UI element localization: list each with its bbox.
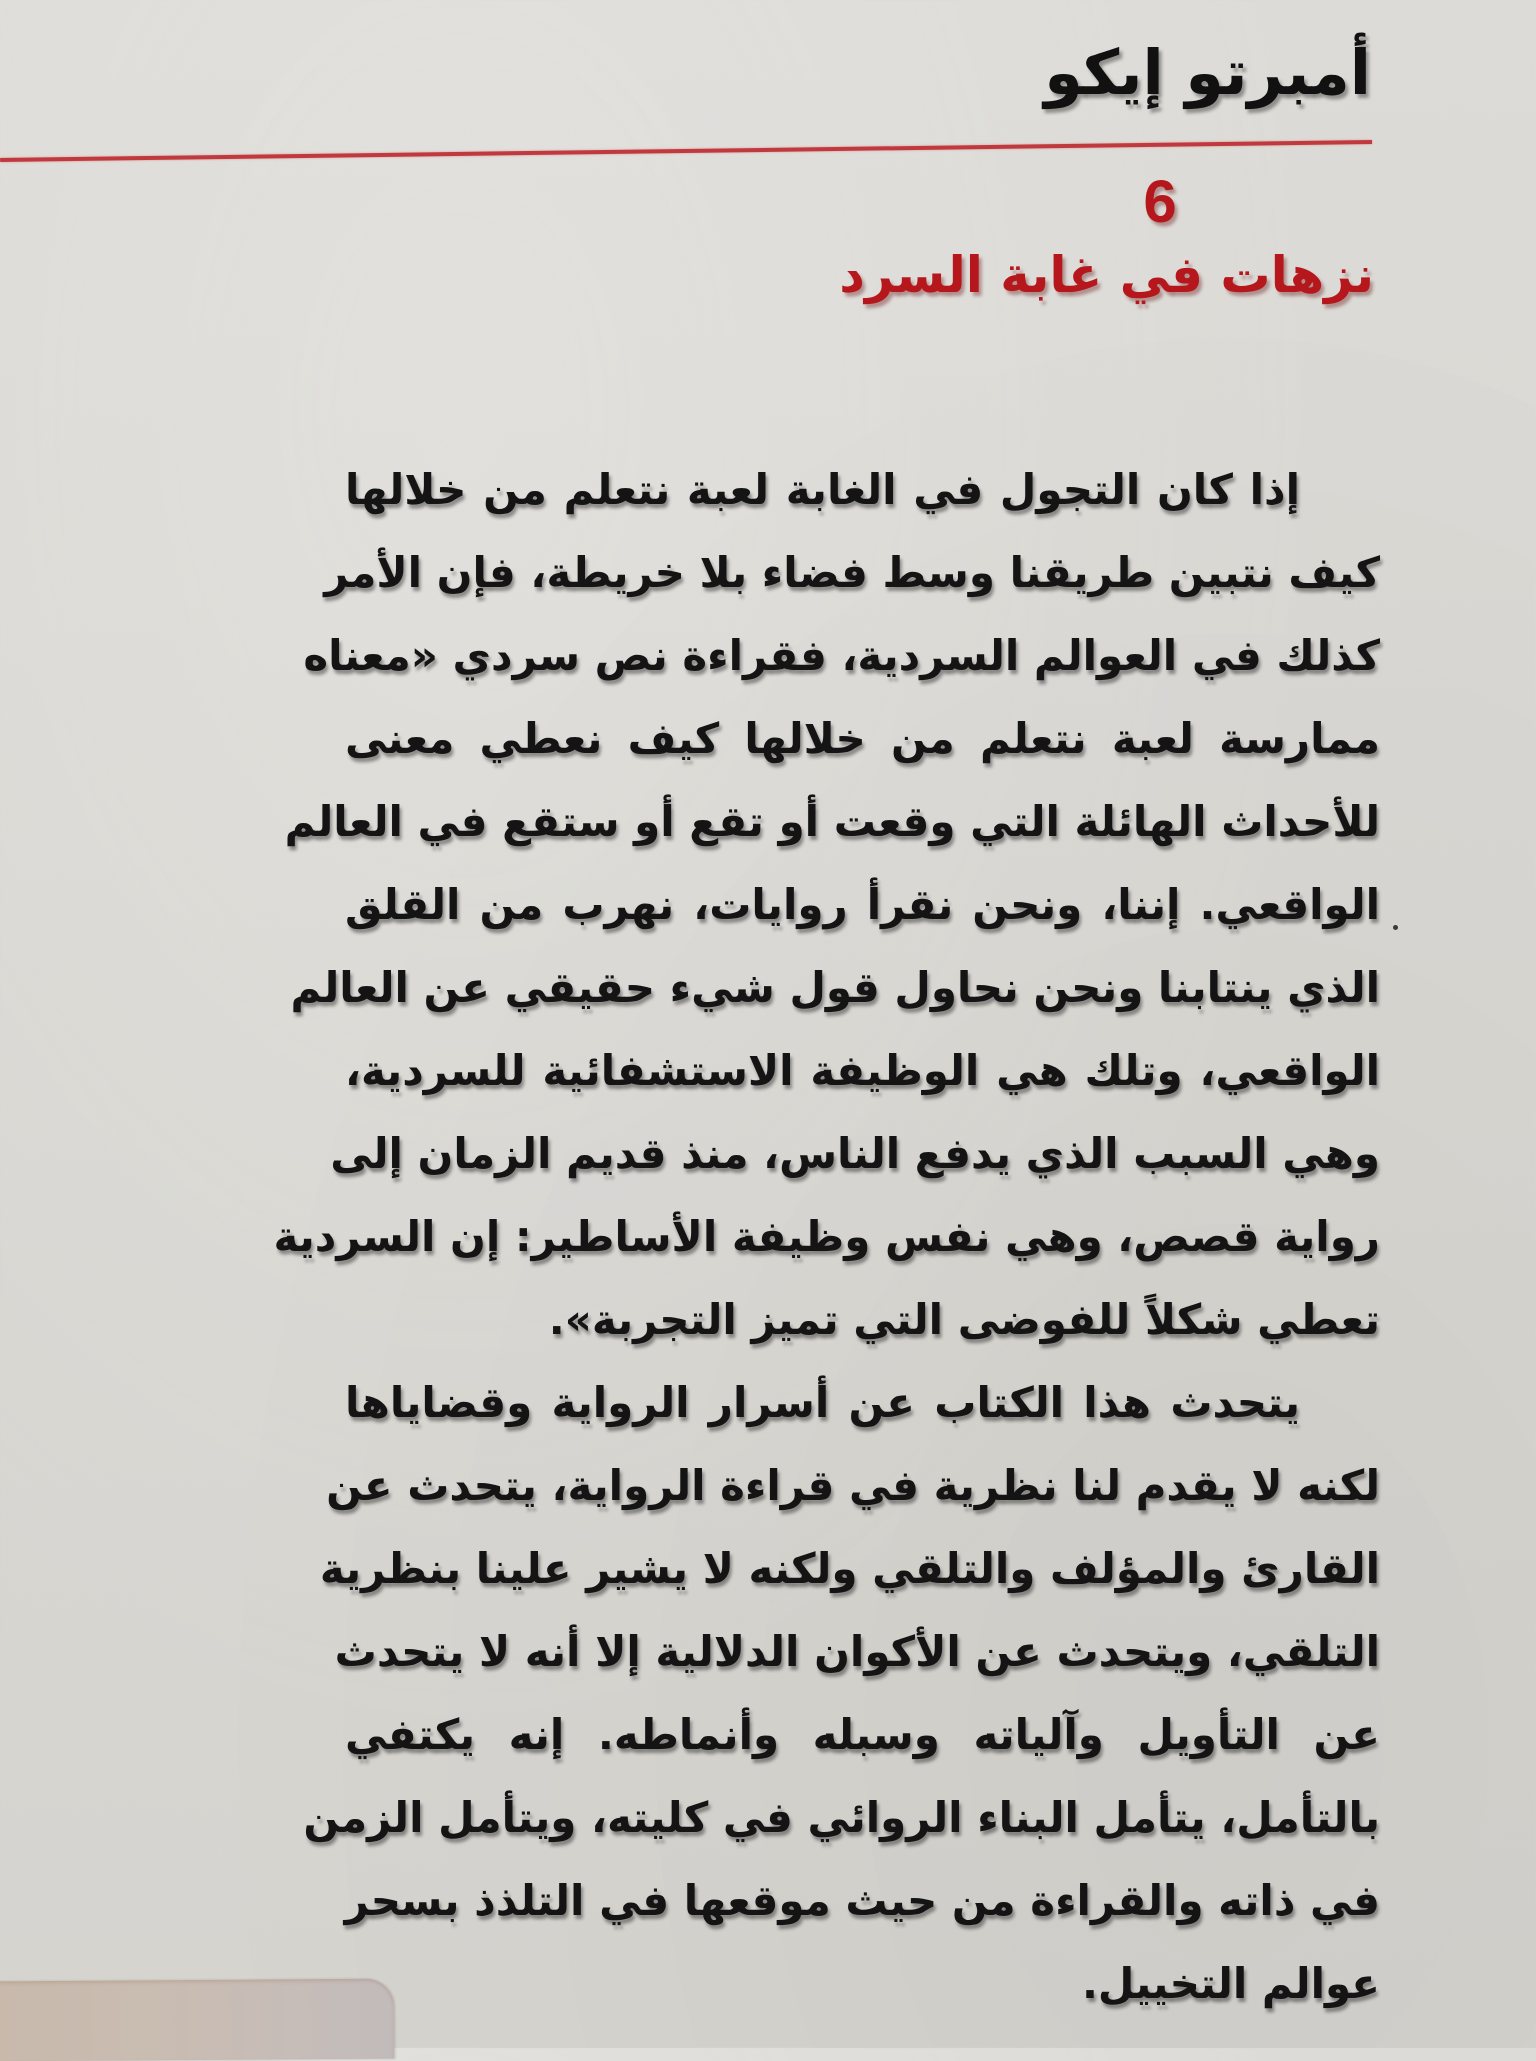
blurb-line: بالتأمل، يتأمل البناء الروائي في كليته، ويتأمل الزمن [303,1793,1380,1842]
blurb-line: لكنه لا يقدم لنا نظرية في قراءة الرواية، يتحدث عن [326,1461,1380,1510]
series-number: 6 [1143,168,1177,235]
blurb-line: عوالم التخييل. [1081,1959,1380,2008]
blurb-line: القارئ والمؤلف والتلقي ولكنه لا يشير علينا بنظرية [319,1544,1380,1593]
blurb-line: عن التأويل وآلياته وسبله وأنماطه. إنه يكتفي [345,1710,1380,1759]
author-name: أمبرتو إيكو [1044,36,1371,109]
blurb-line: يتحدث هذا الكتاب عن أسرار الرواية وقضاياها [345,1378,1300,1427]
blurb-text [273,448,1380,2025]
red-divider-rule [0,140,1372,162]
blurb-line: ممارسة لعبة نتعلم من خلالها كيف نعطي معنى [345,714,1380,763]
blurb-line: رواية قصص، وهي نفس وظيفة الأساطير: إن السردية [273,1212,1380,1261]
blurb-line: التلقي، ويتحدث عن الأكوان الدلالية إلا أنه لا يتحدث [334,1627,1380,1676]
price-sticker-residue [0,1979,394,2061]
blurb-line: الواقعي، وتلك هي الوظيفة الاستشفائية للسردية، [345,1046,1380,1095]
book-title: نزهات في غابة السرد [839,246,1374,304]
blurb-line: كذلك في العوالم السردية، فقراءة نص سردي «معناه [303,631,1380,680]
blurb-line: إذا كان التجول في الغابة لعبة نتعلم من خلالها [345,465,1300,514]
blurb-paragraph-1 [273,448,1380,1361]
blurb-line: وهي السبب الذي يدفع الناس، منذ قديم الزمان إلى [330,1129,1380,1178]
blurb-line: تعطي شكلاً للفوضى التي تميز التجربة». [548,1295,1380,1344]
blurb-line: الذي ينتابنا ونحن نحاول قول شيء حقيقي عن العالم [290,963,1380,1012]
blurb-paragraph-2 [303,1361,1380,2025]
blurb-line: كيف نتبين طريقنا وسط فضاء بلا خريطة، فإن الأمر [324,548,1380,597]
blurb-line: الواقعي. إننا، ونحن نقرأ روايات، نهرب من القلق [345,880,1380,929]
blurb-line: في ذاته والقراءة من حيث موقعها في التلذذ بسحر [344,1876,1380,1925]
blurb-line: للأحداث الهائلة التي وقعت أو تقع أو ستقع في العالم [284,797,1380,846]
paper-speck [1393,925,1398,930]
